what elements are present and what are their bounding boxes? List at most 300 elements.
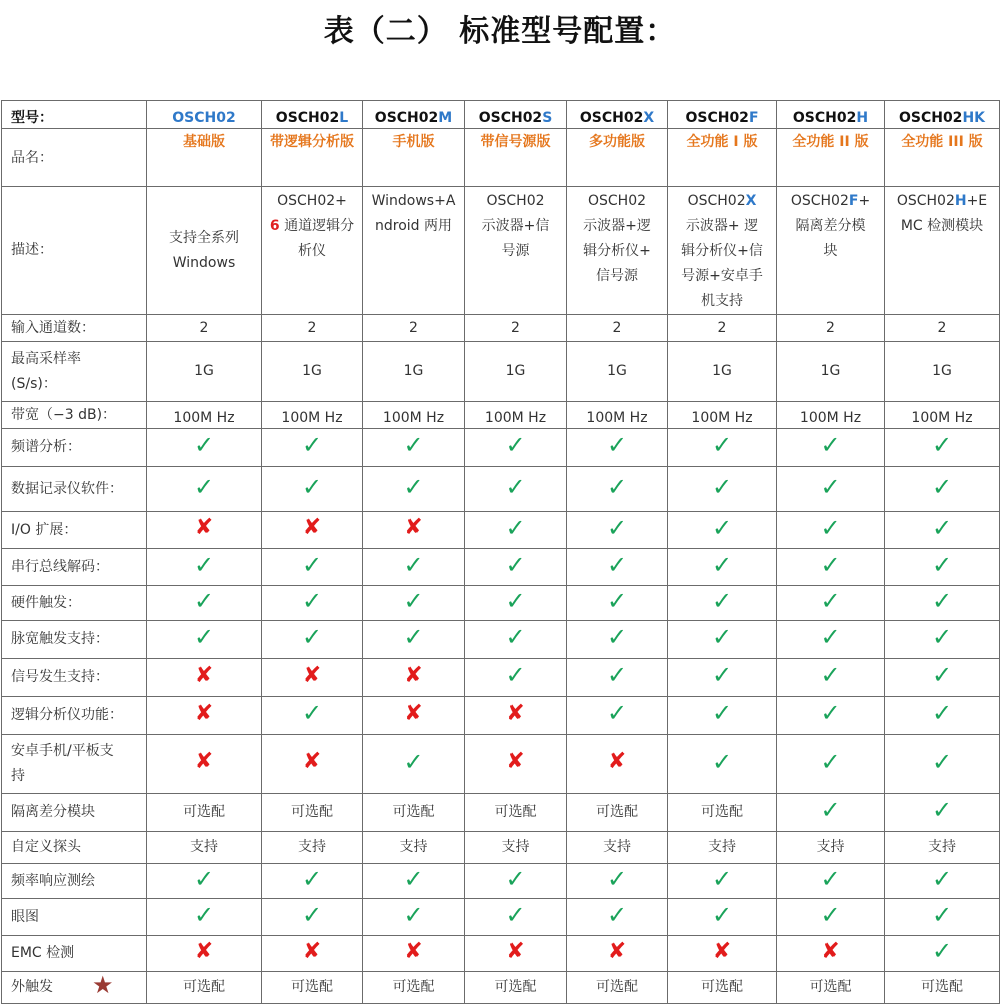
model-suffix: X [643, 110, 655, 126]
table-cell [885, 467, 1000, 512]
table-cell [147, 586, 262, 621]
check-icon: ✓ [820, 747, 841, 776]
cross-icon: ✘ [506, 938, 525, 964]
row-label-text: 脉宽触发支持： [11, 631, 109, 647]
desc-line: 机支持 [701, 293, 743, 309]
cell-value: 2 [199, 319, 209, 336]
table-cell [147, 659, 262, 697]
table-cell [777, 467, 885, 512]
cell-value: 支持 [399, 839, 428, 855]
check-icon: ✓ [931, 623, 953, 651]
table-cell [885, 659, 1000, 697]
table-cell [465, 697, 567, 735]
table-cell [147, 832, 262, 864]
check-icon: ✓ [606, 623, 628, 651]
model-header [567, 101, 668, 129]
table-cell [567, 936, 668, 972]
table-row [2, 429, 1000, 467]
cell-value: 可选配 [701, 804, 743, 820]
table-row [2, 342, 1000, 402]
table-cell [363, 342, 465, 402]
check-icon: ✓ [606, 550, 628, 579]
cell-value: 支持 [501, 839, 530, 855]
check-icon: ✓ [403, 864, 424, 893]
table-row [2, 586, 1000, 621]
cross-icon: ✘ [194, 662, 214, 688]
cell-value: 可选配 [596, 804, 638, 820]
table-cell [567, 697, 668, 735]
cross-icon: ✘ [302, 938, 322, 964]
table-cell [777, 832, 885, 864]
table-row [2, 187, 1000, 315]
row-label-text: 频谱分析： [11, 439, 81, 455]
cell-value: 100M Hz [586, 410, 648, 426]
row-label-text: EMC 检测 [11, 945, 75, 961]
product-name: 基础版 [147, 129, 262, 187]
check-icon: ✓ [931, 864, 953, 893]
check-icon: ✓ [931, 796, 953, 824]
table-cell [668, 342, 777, 402]
table-cell [262, 794, 363, 832]
table-cell [567, 586, 668, 621]
check-icon: ✓ [505, 550, 526, 579]
check-icon: ✓ [301, 586, 323, 615]
check-icon: ✓ [931, 661, 953, 689]
check-icon: ✓ [711, 864, 733, 893]
desc-model: OSCH02 [896, 193, 955, 209]
cell-value: 1G [820, 363, 841, 379]
cell-value: 可选配 [392, 804, 435, 820]
desc-line: 示波器+ 逻 [685, 218, 759, 234]
table-cell [668, 467, 777, 512]
cross-icon: ✘ [607, 938, 627, 964]
model-suffix: F [748, 110, 759, 126]
row-label-emc [2, 936, 147, 972]
cell-value: 可选配 [494, 804, 537, 820]
cross-icon: ✘ [194, 700, 214, 726]
row-label-sample-rate [2, 342, 147, 402]
page-title: 表（二） 标准型号配置： [323, 14, 677, 49]
check-icon: ✓ [193, 864, 215, 893]
cross-icon: ✘ [506, 700, 525, 726]
row-label-datalogger [2, 467, 147, 512]
table-cell [777, 697, 885, 735]
table-cell [777, 586, 885, 621]
cell-value: 可选配 [291, 979, 333, 995]
row-label-android [2, 735, 147, 794]
row-label-logic [2, 697, 147, 735]
model-prefix: OSCH02 [792, 110, 857, 126]
cell-value: 100M Hz [484, 410, 547, 426]
model-header [885, 101, 1000, 129]
table-cell [885, 549, 1000, 586]
table-cell [147, 315, 262, 342]
check-icon: ✓ [931, 472, 953, 501]
row-label-name [2, 129, 147, 187]
table-cell [262, 402, 363, 429]
check-icon: ✓ [193, 586, 215, 615]
table-cell [262, 549, 363, 586]
desc-line: 信号源 [596, 268, 638, 284]
table-cell [147, 549, 262, 586]
table-cell [147, 735, 262, 794]
row-label-description [2, 187, 147, 315]
check-icon: ✓ [505, 431, 526, 459]
check-icon: ✓ [606, 472, 628, 501]
cell-value: 可选配 [392, 979, 435, 995]
desc-model: OSCH02 [790, 193, 849, 209]
cross-icon: ✘ [302, 749, 322, 774]
desc-model-suffix: H [954, 193, 967, 209]
desc-model: OSCH02 [687, 193, 746, 209]
table-cell [668, 864, 777, 899]
check-icon: ✓ [931, 937, 953, 965]
table-row [2, 101, 1000, 129]
check-icon: ✓ [403, 900, 424, 929]
check-icon: ✓ [403, 747, 424, 776]
cell-value: 支持 [190, 839, 218, 855]
check-icon: ✓ [711, 699, 733, 727]
table-cell [777, 342, 885, 402]
row-label-text: 信号发生支持： [11, 669, 109, 685]
cell-value: 100M Hz [691, 410, 753, 426]
row-label-eye [2, 899, 147, 936]
table-row [2, 467, 1000, 512]
table-cell [668, 936, 777, 972]
cross-icon: ✘ [821, 938, 840, 964]
table-cell [363, 972, 465, 1004]
table-cell [262, 864, 363, 899]
check-icon: ✓ [711, 623, 733, 651]
table-cell [465, 864, 567, 899]
cell-value: 1G [505, 363, 526, 379]
model-header [668, 101, 777, 129]
row-label-text: 持 [11, 768, 25, 784]
model-suffix: M [438, 110, 453, 126]
table-cell [363, 832, 465, 864]
row-label-custom_probe [2, 832, 147, 864]
table-cell [465, 659, 567, 697]
table-cell [363, 735, 465, 794]
table-cell [668, 429, 777, 467]
table-row [2, 697, 1000, 735]
table-cell [777, 315, 885, 342]
check-icon: ✓ [301, 900, 323, 929]
check-icon: ✓ [505, 472, 526, 501]
table-row [2, 659, 1000, 697]
check-icon: ✓ [301, 431, 323, 459]
cross-icon: ✘ [194, 749, 214, 774]
row-label-model [2, 101, 147, 129]
table-cell [465, 735, 567, 794]
table-cell [147, 936, 262, 972]
table-cell [465, 936, 567, 972]
desc-line: 示波器+逻 [583, 218, 651, 234]
check-icon: ✓ [301, 550, 323, 579]
table-cell [363, 467, 465, 512]
row-label-text: 型号： [11, 110, 53, 126]
row-label-text: 自定义探头 [11, 839, 81, 855]
check-icon: ✓ [606, 900, 628, 929]
cell-value: 1G [403, 363, 424, 379]
table-cell [668, 735, 777, 794]
desc-line: ndroid 两用 [375, 218, 452, 234]
check-icon: ✓ [606, 513, 628, 542]
row-label-hw_trigger [2, 586, 147, 621]
check-icon: ✓ [820, 550, 841, 579]
table-row [2, 402, 1000, 429]
table-cell [885, 794, 1000, 832]
check-icon: ✓ [606, 661, 628, 689]
table-cell [363, 697, 465, 735]
table-row [2, 512, 1000, 549]
cell-value: 2 [511, 319, 520, 336]
product-name: 全功能 III 版 [885, 129, 1000, 187]
model-prefix: OSCH02 [478, 110, 543, 126]
model-description [465, 187, 567, 315]
table-cell [465, 342, 567, 402]
table-cell [262, 467, 363, 512]
table-cell [777, 899, 885, 936]
check-icon: ✓ [505, 661, 526, 689]
check-icon: ✓ [820, 431, 841, 459]
table-cell [777, 512, 885, 549]
table-cell [567, 899, 668, 936]
model-header [147, 101, 262, 129]
table-cell [363, 659, 465, 697]
cross-icon: ✘ [194, 938, 214, 964]
table-cell [885, 899, 1000, 936]
cell-value: 2 [307, 319, 317, 336]
table-cell [668, 512, 777, 549]
cross-icon: ✘ [404, 700, 423, 726]
table-cell [885, 621, 1000, 659]
model-description [668, 187, 777, 315]
channel-count: 6 [269, 218, 280, 234]
table-row [2, 936, 1000, 972]
desc-model-suffix: F [848, 193, 859, 209]
cell-value: 可选配 [494, 979, 537, 995]
check-icon: ✓ [820, 699, 841, 727]
check-icon: ✓ [193, 900, 215, 929]
table-cell [363, 315, 465, 342]
model-description [567, 187, 668, 315]
row-label-io [2, 512, 147, 549]
cell-value: 100M Hz [911, 410, 973, 426]
star-icon: ★ [92, 971, 114, 999]
table-cell [363, 429, 465, 467]
table-cell [777, 429, 885, 467]
table-cell [363, 549, 465, 586]
row-label-text: 外触发 [11, 979, 53, 995]
table-cell [885, 586, 1000, 621]
row-label-text: 安卓手机/平板支 [11, 743, 114, 759]
cell-value: 1G [194, 363, 214, 379]
table-cell [465, 794, 567, 832]
table-cell [262, 342, 363, 402]
table-row [2, 972, 1000, 1004]
row-label-isolated [2, 794, 147, 832]
check-icon: ✓ [193, 623, 215, 651]
table-cell [363, 864, 465, 899]
table-row [2, 621, 1000, 659]
table-cell [465, 586, 567, 621]
cell-value: 2 [937, 319, 947, 336]
cell-value: 100M Hz [281, 410, 343, 426]
table-row [2, 315, 1000, 342]
config-table [1, 100, 1000, 1004]
check-icon: ✓ [606, 864, 628, 893]
desc-line: OSCH02 [587, 193, 647, 209]
desc-line: 号源+安卓手 [681, 268, 763, 284]
row-label-text: 品名： [11, 149, 53, 166]
table-cell [885, 429, 1000, 467]
table-cell [147, 794, 262, 832]
check-icon: ✓ [931, 431, 953, 459]
cell-value: 支持 [708, 839, 736, 855]
cross-icon: ✘ [302, 662, 322, 688]
table-row [2, 832, 1000, 864]
table-cell [147, 864, 262, 899]
check-icon: ✓ [505, 586, 526, 615]
product-name: 全功能 I 版 [668, 129, 777, 187]
table-cell [262, 735, 363, 794]
cell-value: 2 [409, 319, 418, 336]
row-label-ext_trigger [2, 972, 147, 1004]
row-label-text: 最高采样率 [11, 350, 81, 367]
model-description [885, 187, 1000, 315]
table-cell [885, 832, 1000, 864]
check-icon: ✓ [820, 623, 841, 651]
check-icon: ✓ [403, 431, 424, 459]
model-header [777, 101, 885, 129]
check-icon: ✓ [403, 623, 424, 651]
cross-icon: ✘ [404, 662, 423, 688]
cell-value: 支持 [603, 839, 631, 855]
cell-value: 可选配 [921, 979, 963, 995]
table-cell [668, 832, 777, 864]
table-cell [262, 697, 363, 735]
desc-line: 示波器+信 [481, 218, 550, 234]
cell-value: 2 [717, 319, 727, 336]
table-cell [567, 972, 668, 1004]
table-cell [885, 342, 1000, 402]
table-cell [885, 512, 1000, 549]
cross-icon: ✘ [302, 515, 322, 540]
table-row [2, 549, 1000, 586]
table-cell [567, 512, 668, 549]
desc-line: OSCH02+ [277, 193, 347, 209]
check-icon: ✓ [193, 431, 215, 459]
table-cell [262, 899, 363, 936]
row-label-text: 输入通道数： [11, 319, 95, 336]
check-icon: ✓ [301, 472, 323, 501]
table-cell [777, 549, 885, 586]
row-label-text: 带宽（−3 dB)： [11, 406, 117, 423]
table-cell [147, 621, 262, 659]
check-icon: ✓ [403, 586, 424, 615]
table-cell [668, 315, 777, 342]
desc-line: MC 检测模块 [900, 218, 984, 234]
desc-line: 隔离差分模 [795, 218, 866, 234]
table-cell [777, 621, 885, 659]
desc-line [671, 189, 773, 214]
table-cell [363, 936, 465, 972]
desc-plus: +E [966, 193, 988, 209]
desc-line: 块 [823, 243, 838, 259]
table-cell [777, 794, 885, 832]
table-cell [465, 512, 567, 549]
check-icon: ✓ [403, 550, 424, 579]
model-header [363, 101, 465, 129]
model-suffix: H [856, 110, 869, 126]
table-cell [147, 429, 262, 467]
check-icon: ✓ [820, 472, 841, 501]
check-icon: ✓ [606, 699, 628, 727]
table-cell [668, 794, 777, 832]
cell-value: 100M Hz [799, 410, 862, 426]
check-icon: ✓ [606, 431, 628, 459]
cell-value: 可选配 [701, 979, 743, 995]
table-cell [885, 972, 1000, 1004]
cross-icon: ✘ [404, 515, 423, 540]
desc-text: 通道逻辑分析仪 [284, 218, 355, 259]
table-cell [262, 429, 363, 467]
model-prefix: OSCH02 [898, 110, 963, 126]
check-icon: ✓ [931, 513, 953, 542]
cell-value: 支持 [928, 839, 956, 855]
table-cell [262, 972, 363, 1004]
model-suffix: L [339, 110, 349, 126]
row-label-text: 描述： [11, 242, 53, 258]
table-row [2, 794, 1000, 832]
cell-value: 支持 [298, 839, 326, 855]
table-row [2, 129, 1000, 187]
model-prefix: OSCH02 [685, 110, 749, 126]
row-label-channels [2, 315, 147, 342]
table-cell [567, 621, 668, 659]
table-cell [147, 512, 262, 549]
row-label-text: 隔离差分模块 [11, 804, 95, 820]
check-icon: ✓ [711, 431, 733, 459]
cell-value: 2 [612, 319, 622, 336]
cell-value: 可选配 [183, 804, 225, 820]
check-icon: ✓ [820, 661, 841, 689]
table-cell [668, 621, 777, 659]
table-cell [668, 402, 777, 429]
model-description [147, 187, 262, 315]
row-label-text: 逻辑分析仪功能： [11, 707, 123, 723]
check-icon: ✓ [606, 586, 628, 615]
desc-line: 支持全系列 [169, 229, 239, 246]
product-name: 带逻辑分析版 [262, 129, 363, 187]
cross-icon: ✘ [607, 749, 627, 774]
cell-value: 1G [302, 363, 322, 379]
table-cell [465, 549, 567, 586]
cross-icon: ✘ [506, 749, 525, 774]
cell-value: 100M Hz [382, 410, 445, 426]
table-cell [567, 342, 668, 402]
table-cell [465, 315, 567, 342]
table-cell [262, 586, 363, 621]
table-cell [567, 402, 668, 429]
check-icon: ✓ [505, 623, 526, 651]
table-cell [363, 794, 465, 832]
row-label-text: 频率响应测绘 [11, 872, 95, 889]
table-cell [465, 899, 567, 936]
table-cell [777, 402, 885, 429]
desc-line: 号源 [501, 243, 530, 259]
